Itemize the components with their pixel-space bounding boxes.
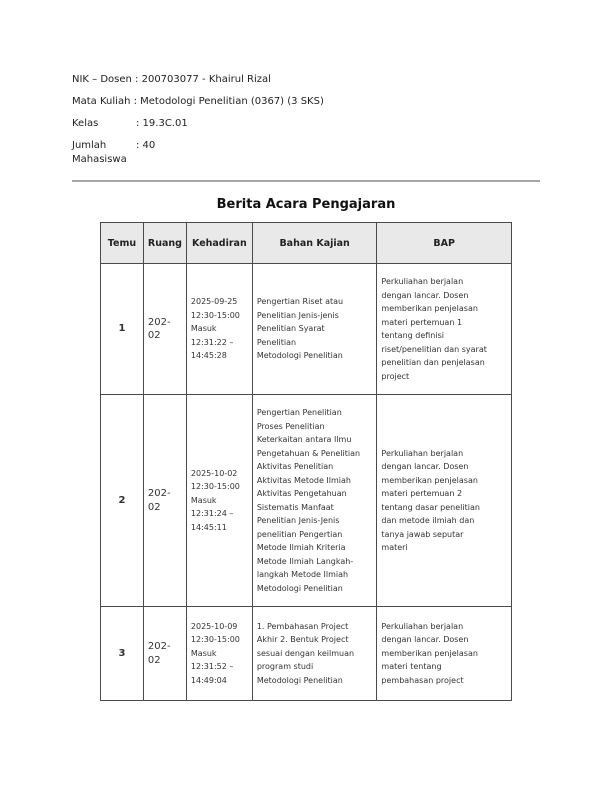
bap-line: memberikan penjelasan <box>381 648 478 658</box>
bahan-line: Aktivitas Metode Ilmiah <box>256 475 351 485</box>
bahan-line: Sistematis Manfaat <box>256 502 334 512</box>
jumlah-value: : 40 <box>136 140 156 151</box>
mata-kuliah-row <box>72 95 542 108</box>
bahan-kajian-cell <box>252 264 377 395</box>
kehadiran-in: 12:31:22 – <box>190 337 234 347</box>
ruang-cell: 202-02 <box>143 264 186 395</box>
bap-line: materi tentang <box>381 662 442 672</box>
bahan-line: Penelitian Jenis-jenis <box>256 310 339 320</box>
kelas-label: Kelas <box>72 118 99 129</box>
column-header-ruang: Ruang <box>143 223 186 264</box>
bap-line: tentang dasar penelitian <box>381 502 480 512</box>
jumlah-row <box>72 139 542 167</box>
mata-kuliah-text: Mata Kuliah : Metodologi Penelitian (0367) (3 SKS) <box>72 96 324 107</box>
bahan-line: Aktivitas Pengetahuan <box>256 489 347 498</box>
bahan-line: sesuai dengan keilmuan <box>256 648 355 658</box>
bap-line: memberikan penjelasan <box>381 475 478 485</box>
table-row <box>101 264 512 395</box>
bahan-line: Penelitian Jenis-Jenis <box>256 516 340 525</box>
kehadiran-cell <box>186 395 252 607</box>
bahan-line: Penelitian <box>256 337 297 347</box>
bahan-line: Pengetahuan & Penelitian <box>256 448 361 458</box>
kehadiran-status: Masuk <box>190 495 217 505</box>
bap-line: pembahasan project <box>381 675 464 685</box>
bahan-line: Akhir 2. Bentuk Project <box>256 635 349 645</box>
bap-line: materi pertemuan 1 <box>381 317 463 327</box>
kehadiran-time: 12:30-15:00 <box>190 635 240 645</box>
document-header <box>72 73 542 167</box>
bap-cell <box>377 264 512 395</box>
bahan-line: 1. Pembahasan Project <box>256 621 349 631</box>
bahan-line: Pengertian Riset atau <box>256 297 344 307</box>
bahan-line: Metodologi Penelitian <box>256 675 343 685</box>
kehadiran-out: 14:45:28 <box>190 351 227 361</box>
bap-line: tanya jawab seputar <box>381 529 464 539</box>
nik-dosen-row <box>72 73 542 86</box>
bahan-line: Keterkaitan antara Ilmu <box>256 435 352 444</box>
bap-line: riset/penelitian dan syarat <box>381 344 487 354</box>
bahan-line: Penelitian Syarat <box>256 324 325 334</box>
kehadiran-date: 2025-10-02 <box>190 468 238 478</box>
table-row <box>101 607 512 701</box>
bap-line: project <box>381 371 410 381</box>
kehadiran-in: 12:31:24 – <box>190 509 234 519</box>
bahan-line: Proses Penelitian <box>256 421 325 431</box>
kehadiran-out: 14:49:04 <box>190 675 227 685</box>
kehadiran-in: 12:31:52 – <box>190 662 234 672</box>
bap-line: tentang definisi <box>381 331 444 340</box>
bahan-line: program studi <box>256 662 314 672</box>
bahan-line: penelitian Pengertian <box>256 529 343 539</box>
ruang-cell: 202-02 <box>143 607 186 701</box>
bahan-kajian-cell <box>252 607 377 701</box>
kehadiran-status: Masuk <box>190 648 217 658</box>
page-title: Berita Acara Pengajaran <box>216 197 396 212</box>
bahan-kajian-cell <box>252 395 377 607</box>
bap-line: materi pertemuan 2 <box>381 489 463 498</box>
column-header-bahan-kajian: Bahan Kajian <box>252 223 377 264</box>
bap-line: Perkuliahan berjalan <box>381 448 464 458</box>
kehadiran-out: 14:45:11 <box>190 522 227 532</box>
bap-line: materi <box>381 543 408 552</box>
column-header-bap: BAP <box>377 223 512 264</box>
bap-line: dan metode ilmiah dan <box>381 516 475 525</box>
kehadiran-time: 12:30-15:00 <box>190 482 240 492</box>
table-header-row <box>101 223 512 264</box>
bap-line: dengan lancar. Dosen <box>381 290 469 300</box>
bap-line: memberikan penjelasan <box>381 304 478 313</box>
kehadiran-status: Masuk <box>190 324 217 334</box>
ruang-cell: 202-02 <box>143 395 186 607</box>
column-header-temu: Temu <box>101 223 144 264</box>
kelas-row <box>72 117 542 130</box>
kelas-value: : 19.3C.01 <box>136 118 188 129</box>
temu-cell: 3 <box>101 607 144 701</box>
header-divider <box>72 180 540 182</box>
bahan-line: Metodologi Penelitian <box>256 351 343 361</box>
bap-line: dengan lancar. Dosen <box>381 635 469 645</box>
bahan-line: langkah Metode Ilmiah <box>256 570 349 579</box>
bap-line: penelitian dan penjelasan <box>381 358 485 367</box>
bap-line: Perkuliahan berjalan <box>381 277 464 286</box>
bap-cell <box>377 607 512 701</box>
bap-table <box>100 222 512 701</box>
nik-dosen-text: NIK – Dosen : 200703077 - Khairul Rizal <box>72 74 271 85</box>
bahan-line: Metode Ilmiah Kriteria <box>256 543 346 552</box>
kehadiran-date: 2025-10-09 <box>190 621 238 631</box>
kehadiran-date: 2025-09-25 <box>190 297 238 307</box>
kehadiran-time: 12:30-15:00 <box>190 310 240 320</box>
table-row <box>101 395 512 607</box>
kehadiran-cell <box>186 264 252 395</box>
bap-line: dengan lancar. Dosen <box>381 462 469 471</box>
bahan-line: Metodologi Penelitian <box>256 583 343 593</box>
column-header-kehadiran: Kehadiran <box>186 223 252 264</box>
kehadiran-cell <box>186 607 252 701</box>
jumlah-label: Jumlah Mahasiswa <box>72 140 127 165</box>
temu-cell: 1 <box>101 264 144 395</box>
bahan-line: Aktivitas Penelitian <box>256 462 334 471</box>
bahan-line: Pengertian Penelitian <box>256 408 342 417</box>
bahan-line: Metode Ilmiah Langkah- <box>256 556 354 566</box>
temu-cell: 2 <box>101 395 144 607</box>
bap-line: Perkuliahan berjalan <box>381 621 464 631</box>
bap-cell <box>377 395 512 607</box>
